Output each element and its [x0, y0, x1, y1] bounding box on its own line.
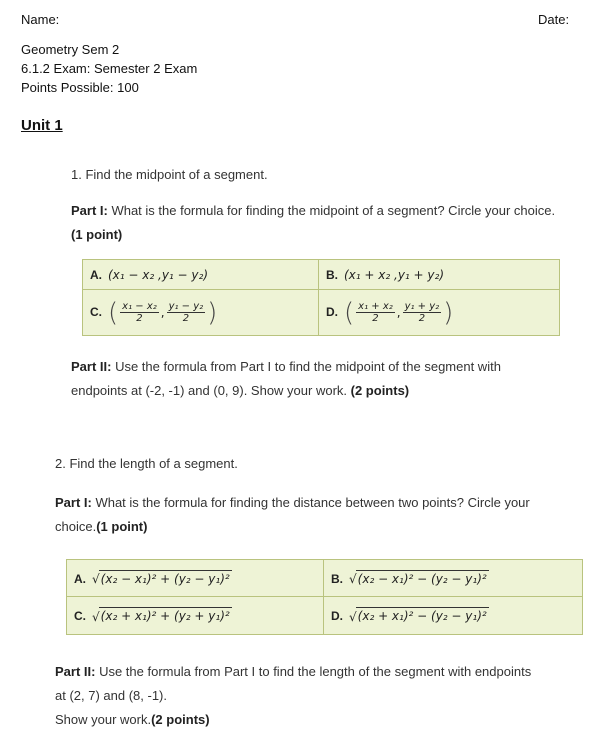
q1-part1-label: Part I:: [71, 203, 108, 218]
q2-choice-a-formula: (x₂ − x₁)² + (y₂ − y₁)²: [100, 571, 230, 586]
q1-part2-points: (2 points): [350, 383, 410, 398]
q1-choice-b-formula: (x₁ + x₂ ,y₁ + y₂): [344, 267, 445, 282]
q1-choice-c-frac-x: $\frac{\text{x₁ − x₂}}{2}$: [122, 301, 157, 324]
q2-choice-b[interactable]: B. √(x₂ − x₁)² − (y₂ − y₁)²: [324, 560, 583, 597]
q1-title: 1. Find the midpoint of a segment.: [71, 167, 268, 182]
q2-part2: [55, 660, 600, 732]
q2-part2-line1: Use the formula from Part I to find the length of the segment with endpoints: [95, 664, 532, 679]
date-label: Date:: [538, 12, 570, 27]
q2-choice-d[interactable]: D. √(x₂ + x₁)² − (y₂ − y₁)²: [324, 597, 583, 635]
q2-part1-line2: choice.: [55, 519, 97, 534]
q1-choice-c-label: C.: [90, 305, 102, 319]
q1-part1: [71, 199, 591, 247]
q2-choice-b-label: B.: [331, 571, 343, 586]
q1-part1-points: (1 point): [71, 227, 123, 242]
q1-choice-c[interactable]: C. ( $\frac{\text{x₁ − x₂}}{2}$ , $\frac{\text{y₁ − y₂}}{2}$ ): [83, 290, 319, 336]
course-name: Geometry Sem 2: [21, 42, 120, 57]
q1-part2-line1: Use the formula from Part I to find the midpoint of the segment with: [111, 359, 501, 374]
q1-choice-b-label: B.: [326, 267, 338, 282]
q2-choice-a[interactable]: A. √(x₂ − x₁)² + (y₂ − y₁)²: [67, 560, 324, 597]
q2-part2-line3: Show your work.: [55, 712, 152, 727]
q1-choice-d[interactable]: D. ( $\frac{\text{x₁ + x₂}}{2}$ , $\frac{\text{y₁ + y₂}}{2}$ ): [319, 290, 560, 336]
q1-choice-a[interactable]: [83, 260, 319, 290]
q2-part1-label: Part I:: [55, 495, 92, 510]
q2-choice-a-label: A.: [74, 571, 86, 586]
q1-part2-line2: endpoints at (-2, -1) and (0, 9). Show your work.: [71, 383, 351, 398]
q1-part2-label: Part II:: [71, 359, 112, 374]
points-possible: Points Possible: 100: [21, 80, 139, 95]
exam-title: 6.1.2 Exam: Semester 2 Exam: [21, 61, 198, 76]
unit-title: Unit 1: [21, 117, 63, 134]
q1-choices-table: [82, 259, 560, 336]
q2-choice-d-label: D.: [331, 609, 343, 624]
q1-choice-d-frac-y: $\frac{\text{y₁ + y₂}}{2}$: [404, 301, 440, 324]
q1-choice-b[interactable]: [319, 260, 560, 290]
q2-part1-line1: What is the formula for finding the distance between two points? Circle your: [91, 495, 530, 510]
q2-choice-d-formula: (x₂ + x₁)² − (y₂ − y₁)²: [357, 609, 487, 624]
q2-part1-points: (1 point): [96, 519, 148, 534]
q1-choice-a-label: A.: [90, 267, 102, 282]
q2-part2-line2: at (2, 7) and (8, -1).: [55, 688, 167, 703]
q2-choice-c-formula: (x₂ + x₁)² + (y₂ + y₁)²: [100, 609, 230, 624]
q2-choice-c-label: C.: [74, 609, 86, 624]
q1-choice-d-label: D.: [326, 305, 338, 319]
q2-part2-points: (2 points): [151, 712, 210, 727]
q1-part1-text: What is the formula for finding the midpoint of a segment? Circle your choice.: [107, 203, 556, 218]
q2-title: 2. Find the length of a segment.: [55, 456, 238, 471]
q1-part2: [71, 355, 596, 403]
q1-choice-a-formula: (x₁ − x₂ ,y₁ − y₂): [108, 267, 209, 282]
q1-choice-d-frac-x: $\frac{\text{x₁ + x₂}}{2}$: [358, 301, 393, 324]
q2-part1: [55, 491, 600, 539]
name-label: Name:: [21, 12, 60, 27]
q2-choices-table: [66, 559, 583, 635]
q1-choice-c-frac-y: $\frac{\text{y₁ − y₂}}{2}$: [168, 301, 204, 324]
q2-part2-label: Part II:: [55, 664, 96, 679]
q2-choice-b-formula: (x₂ − x₁)² − (y₂ − y₁)²: [357, 571, 487, 586]
q2-choice-c[interactable]: C. √(x₂ + x₁)² + (y₂ + y₁)²: [67, 597, 324, 635]
